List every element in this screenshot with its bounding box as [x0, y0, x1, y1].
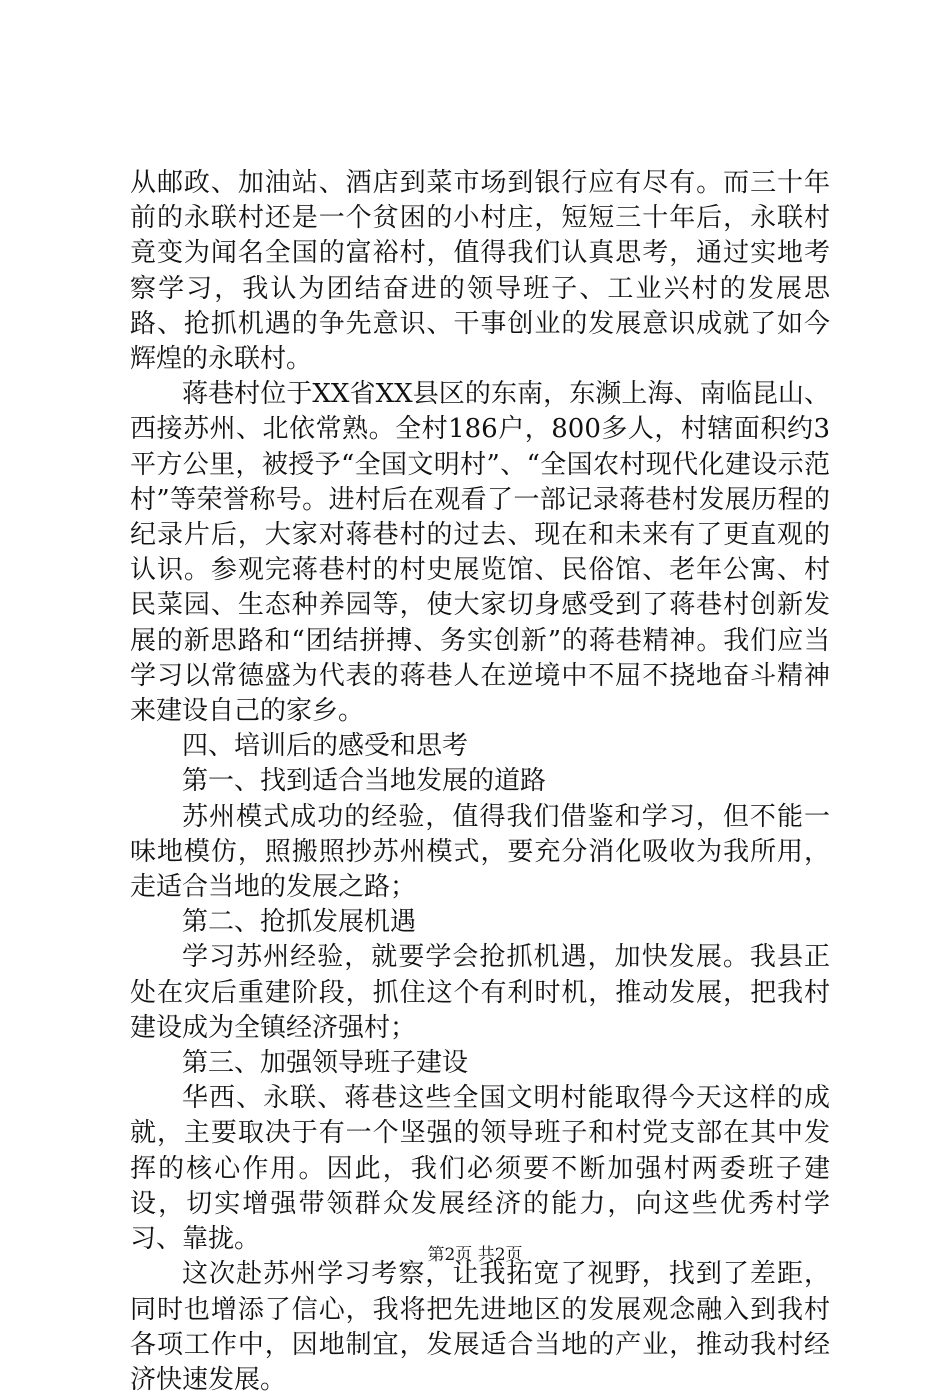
subheading-2: 第二、抢抓发展机遇 — [182, 907, 417, 938]
paragraph-5: 华西、永联、蒋巷这些全国文明村能取得今天这样的成就，主要取决于有一个坚强的领导班子和村党支部在其中发挥的核心作用。因此，我们必须要不断加强村两委班子建设，切实增强带领群众发展经济的能力，向这些优秀村学习、靠拢。 — [130, 1083, 830, 1255]
paragraph-4: 学习苏州经验，就要学会抢抓机遇，加快发展。我县正处在灾后重建阶段，抓住这个有利时机，推动发展，把我村建设成为全镇经济强村； — [130, 942, 830, 1043]
section-heading-4: 四、培训后的感受和思考 — [182, 731, 469, 762]
paragraph-3: 苏州模式成功的经验，值得我们借鉴和学习，但不能一味地模仿，照搬照抄苏州模式，要充分消化吸收为我所用，走适合当地的发展之路； — [130, 801, 830, 903]
paragraph-6: 这次赴苏州学习考察，让我拓宽了视野，找到了差距，同时也增添了信心，我将把先进地区的发展观念融入到我村各项工作中，因地制宜，发展适合当地的产业，推动我村经济快速发展。 — [130, 1259, 830, 1395]
subheading-1: 第一、找到适合当地发展的道路 — [182, 766, 547, 797]
paragraph-2: 蒋巷村位于XX省XX县区的东南，东濒上海、南临昆山、西接苏州、北依常熟。全村186户，800多人，村辖面积约3平方公里，被授予“全国文明村”、“全国农村现代化建设示范村”等荣誉称号。进村后在观看了一部记录蒋巷村发展历程的纪录片后，大家对蒋巷村的过去、现在和未来有了更直观的认识。参观完蒋巷村的村史展览馆、民俗馆、老年公寓、村民菜园、生态种养园等，使大家切身感受到了蒋巷村创新发展的新思路和“团结拼搏、务实创新”的蒋巷精神。我们应当学习以常德盛为代表的蒋巷人在逆境中不屈不挠地奋斗精神来建设自己的家乡。 — [130, 379, 830, 727]
page-number-footer: 第2页 共2页 — [427, 1245, 523, 1265]
paragraph-1: 从邮政、加油站、酒店到菜市场到银行应有尽有。而三十年前的永联村还是一个贫困的小村庄，短短三十年后，永联村竟变为闻名全国的富裕村，值得我们认真思考，通过实地考察学习，我认为团结奋进的领导班子、工业兴村的发展思路、抢抓机遇的争先意识、干事创业的发展意识成就了如今辉煌的永联村。 — [130, 168, 830, 375]
document-body — [130, 166, 830, 1398]
subheading-3: 第三、加强领导班子建设 — [182, 1048, 469, 1079]
